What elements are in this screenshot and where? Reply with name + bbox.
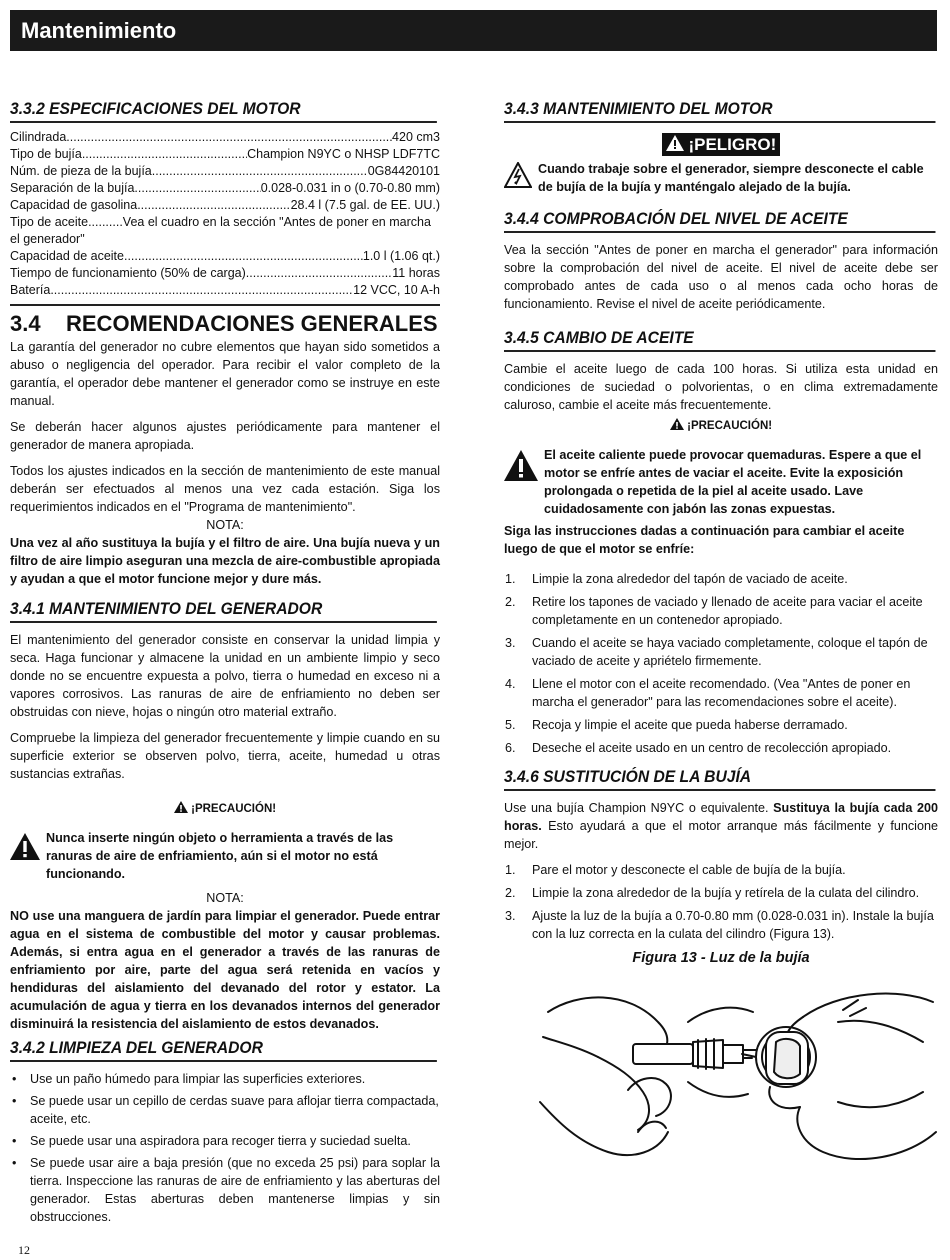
list-item: • Se puede usar un cepillo de cerdas suave para aflojar tierra compactada, aceite, etc. — [10, 1092, 440, 1128]
caution-1-box — [10, 829, 440, 883]
list-item: • Se puede usar una aspiradora para recoger tierra y suciedad suelta. — [10, 1132, 440, 1150]
spec-row: Tiempo de funcionamiento (50% de carga) ..... 11 horas — [10, 265, 440, 282]
spark-plug-steps — [504, 861, 938, 943]
generator-maintenance-heading: 3.4.1 MANTENIMIENTO DEL GENERADOR — [10, 598, 437, 623]
caution-2-header: ¡PRECAUCIÓN! — [504, 418, 938, 434]
spec-row-oil-type: Tipo de aceite..........Vea el cuadro en la sección "Antes de poner en marcha el generador" — [10, 215, 431, 246]
spark-plug-gap-illustration — [538, 982, 938, 1172]
oil-change-steps — [504, 570, 938, 757]
general-paragraph-3: Todos los ajustes indicados en la sección de mantenimiento de este manual deberán ser efectuados al menos una vez cada estación. Siga los requerimientos indicados en el "Programa de mantenimiento". — [10, 464, 440, 514]
list-item: • Use un paño húmedo para limpiar las superficies exteriores. — [10, 1070, 440, 1088]
caution-1-header: ¡PRECAUCIÓN! — [10, 801, 440, 817]
oil-change-intro: Siga las instrucciones dadas a continuación para cambiar el aceite luego de que el motor se enfríe: — [504, 524, 905, 556]
danger-header — [504, 133, 938, 156]
oil-level-check-heading: 3.4.4 COMPROBACIÓN DEL NIVEL DE ACEITE — [504, 208, 935, 233]
spec-row: Cilindrada ..... 420 cm3 — [10, 129, 440, 146]
general-paragraph-2: Se deberán hacer algunos ajustes periódicamente para mantener el generador de manera apropiada. — [10, 420, 440, 452]
note-2-text: NO use una manguera de jardín para limpiar el generador. Puede entrar agua en el sistema de combustible del motor y causar problemas. Además, si entra agua en el generador a través de las ranuras de enfriamiento por aire, parte del agua será retenida en vacíos y hendiduras del aislamiento del devanado del rotor y estator. La acumulación de agua y tierra en los devanados internos del generador disminuirá la resistencia del aislamiento de estos devanados. — [10, 909, 440, 1031]
danger-box — [504, 160, 938, 196]
page-number: 12 — [18, 1243, 30, 1257]
warning-triangle-icon — [666, 135, 684, 151]
oil-change-paragraph: Cambie el aceite luego de cada 100 horas. Si utiliza esta unidad en condiciones de suciedad o polvorientas, o en clima extremadamente caluroso, cambie el aceite más frecuentemente. — [504, 362, 938, 412]
note-1-text: Una vez al año sustituya la bujía y el filtro de aire. Una bujía nueva y un filtro de aire limpio aseguran una mezcla de aire-combustible apropiada y ayudan a que el motor funcione mejor y dure más. — [10, 536, 440, 586]
oil-check-paragraph: Vea la sección "Antes de poner en marcha el generador" para información sobre la comprobación del nivel de aceite. El nivel de aceite debe ser comprobado antes de cada uso o al menos cada ocho horas de funcionamiento. Revise el nivel de aceite periódicamente. — [504, 243, 938, 311]
list-item: 3. Ajuste la luz de la bujía a 0.70-0.80 mm (0.028-0.031 in). Instale la bujía con la luz correcta en la culata del cilindro (Figura 13). — [505, 909, 934, 941]
warning-triangle-icon — [174, 801, 188, 813]
maintenance-paragraph-1: El mantenimiento del generador consiste en conservar la unidad limpia y seca. Haga funcionar y almacene la unidad en un ambiente limpio y seco donde no se encuentre expuesta a polvo, tierra o humedad en exceso ni a vapores corrosivos. Las ranuras de aire de enfriamiento no deben ser obstruidas con nieve, hojas o ningún otro material extraño. — [10, 633, 440, 719]
list-item: 2. Retire los tapones de vaciado y llenado de aceite para vaciar el aceite completamente en un contenedor apropiado. — [505, 595, 923, 627]
list-item: 6. Deseche el aceite usado en un centro de recolección apropiado. — [505, 741, 892, 755]
right-column — [504, 98, 938, 1172]
generator-cleaning-heading: 3.4.2 LIMPIEZA DEL GENERADOR — [10, 1037, 437, 1062]
specs-list — [10, 129, 440, 299]
cleaning-list — [10, 1070, 440, 1226]
spec-row: Separación de la bujía ..... 0.028-0.031 in o (0.70-0.80 mm) — [10, 180, 440, 197]
spec-row: Capacidad de gasolina ..... 28.4 l (7.5 gal. de EE. UU.) — [10, 197, 440, 214]
caution-2-box — [504, 446, 938, 518]
page-header-bar — [10, 10, 937, 51]
note-1-label: NOTA: — [206, 518, 244, 532]
electric-shock-icon — [504, 162, 532, 188]
maintenance-paragraph-2: Compruebe la limpieza del generador frecuentemente y limpie cuando en su superficie exterior se observen polvo, tierra, aceite, humedad u otras sustancias extrañas. — [10, 731, 440, 781]
warning-triangle-icon — [10, 833, 40, 860]
spark-plug-replacement-heading: 3.4.6 SUSTITUCIÓN DE LA BUJÍA — [504, 766, 935, 791]
warning-triangle-icon — [670, 418, 684, 430]
spec-row: Capacidad de aceite ..... 1.0 l (1.06 qt.) — [10, 248, 440, 265]
spec-row: Batería ..... 12 VCC, 10 A-h — [10, 282, 440, 299]
list-item: 2. Limpie la zona alrededor de la bujía y retírela de la culata del cilindro. — [505, 886, 920, 900]
caution-2-text: El aceite caliente puede provocar quemaduras. Espere a que el motor se enfríe antes de vaciar el aceite. Evite la exposición prolongada o repetida de la piel al aceite usado. Lave cuidadosamente con jabón las zonas expuestas. — [544, 448, 922, 516]
list-item: 3. Cuando el aceite se haya vaciado completamente, coloque el tapón de vaciado de aceite y apriételo firmemente. — [505, 636, 928, 668]
list-item: 5. Recoja y limpie el aceite que pueda haberse derramado. — [505, 718, 848, 732]
spark-plug-paragraph: Use una bujía Champion N9YC o equivalente. Sustituya la bujía cada 200 horas. Esto ayudará a que el motor arranque más fácilmente y funcione mejor. — [504, 801, 938, 851]
oil-change-heading: 3.4.5 CAMBIO DE ACEITE — [504, 327, 935, 352]
page-header-title: Mantenimiento — [21, 18, 177, 43]
caution-1-text: Nunca inserte ningún objeto o herramienta a través de las ranuras de aire de enfriamiento, aún si el motor no está funcionando. — [46, 831, 394, 881]
list-item: • Se puede usar aire a baja presión (que no exceda 25 psi) para soplar la tierra. Inspeccione las ranuras de aire de enfriamiento y las aberturas del generador. Estas aberturas deben mantenerse limpias y sin obstrucciones. — [10, 1154, 440, 1226]
general-paragraph-1: La garantía del generador no cubre elementos que hayan sido sometidos a abuso o negligencia del operador. Para recibir el valor completo de la garantía, el operador debe mantener el generador como se instruye en este manual. — [10, 340, 440, 408]
engine-maintenance-heading: 3.4.3 MANTENIMIENTO DEL MOTOR — [504, 98, 935, 123]
note-2-label: NOTA: — [206, 891, 244, 905]
warning-triangle-icon — [504, 450, 538, 481]
danger-label: ¡PELIGRO! — [688, 135, 777, 154]
general-recommendations-heading: 3.4 RECOMENDACIONES GENERALES — [10, 304, 440, 336]
figure-13-caption: Figura 13 - Luz de la bujía — [632, 950, 810, 966]
list-item: 1. Pare el motor y desconecte el cable de bujía de la bujía. — [505, 863, 846, 877]
spec-row: Tipo de bujía ..... Champion N9YC o NHSP LDF7TC — [10, 146, 440, 163]
spec-row: Núm. de pieza de la bujía ..... 0G84420101 — [10, 163, 440, 180]
specs-heading: 3.3.2 ESPECIFICACIONES DEL MOTOR — [10, 98, 437, 123]
list-item: 4. Llene el motor con el aceite recomendado. (Vea "Antes de poner en marcha el generador" para las recomendaciones sobre el aceite). — [505, 677, 911, 709]
list-item: 1. Limpie la zona alrededor del tapón de vaciado de aceite. — [505, 572, 848, 586]
danger-text: Cuando trabaje sobre el generador, siempre desconecte el cable de bujía de la bujía y manténgalo alejado de la bujía. — [538, 162, 924, 194]
left-column — [10, 98, 440, 1230]
